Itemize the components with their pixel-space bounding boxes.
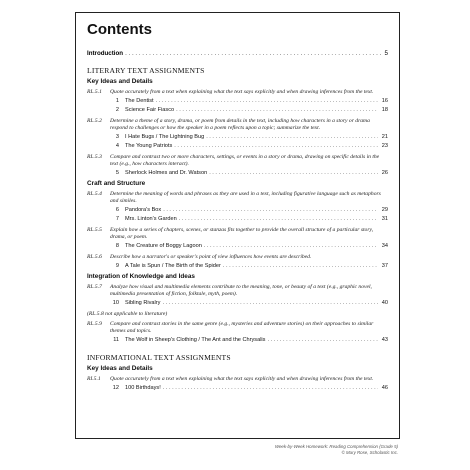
subheading-craft: Craft and Structure (87, 180, 146, 187)
standard-text: Determine a theme of a story, drama, or poem from details in the text, including how characters in a story or drama respond to challenges or how the speaker in a poem reflects upon a topic; summarize the text. (110, 118, 370, 131)
entry-page: 40 (381, 300, 388, 306)
toc-entry[interactable] (87, 169, 388, 178)
entry-title: The Creature of Boggy Lagoon (125, 243, 202, 249)
standard-code: RL.5.2 (87, 118, 102, 124)
standard-text: Compare and contrast stories in the same genre (e.g., mysteries and adventure stories) on their approaches to similar themes and topics. (110, 321, 374, 334)
entry-title: Pandora's Box (125, 207, 162, 213)
contents-page (75, 12, 400, 439)
entry-title: Science Fair Fiasco (125, 107, 175, 113)
entry-title: 100 Birthdays! (125, 385, 161, 391)
page-title: Contents (87, 21, 152, 38)
entry-title: Mrs. Linton's Garden (125, 216, 177, 222)
toc-entry[interactable] (87, 206, 388, 215)
entry-number: 9 (115, 263, 119, 269)
dot-leader (162, 299, 378, 308)
entry-title: Sibling Rivalry (125, 300, 161, 306)
entry-page: 37 (381, 263, 388, 269)
standard-text: Determine the meaning of words and phrases as they are used in a text, including figurative language such as metaphors and similes. (110, 191, 381, 204)
standard-text: Quote accurately from a text when explaining what the text says explicitly and when drawing inferences from the text. (110, 89, 374, 95)
standard-text: Describe how a narrator's or speaker's point of view influences how events are described. (110, 254, 312, 260)
entry-page: 16 (381, 98, 388, 104)
entry-title: The Young Patriots (125, 143, 173, 149)
entry-page: 18 (381, 107, 388, 113)
toc-entry[interactable] (87, 384, 388, 393)
standard-text: Explain how a series of chapters, scenes, or stanzas fits together to provide the overall structure of a particular story, drama, or poem. (110, 227, 374, 240)
dot-leader (174, 142, 378, 151)
standard-text: Compare and contrast two or more characters, settings, or events in a story or drama, drawing on specific details in the text (e.g., how characters interact). (110, 154, 380, 167)
entry-number: 10 (112, 300, 119, 306)
standard-code: RL.5.6 (87, 254, 102, 260)
entry-title: Sherlock Holmes and Dr. Watson (125, 170, 208, 176)
standard-rl54 (87, 191, 388, 205)
entry-number: 2 (115, 107, 119, 113)
entry-number: 7 (115, 216, 119, 222)
entry-number: 6 (115, 207, 119, 213)
toc-page-number: 5 (384, 50, 388, 57)
dot-leader (163, 384, 378, 393)
entry-number: 1 (115, 98, 119, 104)
entry-number: 3 (115, 134, 119, 140)
section-heading-literary: LITERARY TEXT ASSIGNMENTS (87, 66, 205, 75)
subheading-integration: Integration of Knowledge and Ideas (87, 273, 195, 280)
footer-line: Week-by-Week Homework: Reading Comprehension (Grade 5) (274, 444, 398, 449)
page-footer (275, 444, 398, 456)
standard-code: RL.5.7 (87, 284, 102, 290)
entry-page: 29 (381, 207, 388, 213)
entry-title: The Dentist (125, 98, 154, 104)
dot-leader (206, 133, 378, 142)
standard-code: RL.5.1 (87, 89, 102, 95)
toc-entry[interactable] (87, 142, 388, 151)
entry-title: A Tale is Spun / The Birth of the Spider (125, 263, 221, 269)
standard-code: RL.5.3 (87, 154, 102, 160)
toc-entry-label: Introduction (87, 50, 124, 57)
entry-number: 11 (113, 337, 119, 343)
entry-page: 31 (381, 216, 388, 222)
dot-leader (179, 215, 378, 224)
toc-entry-introduction[interactable] (87, 49, 388, 58)
toc-entry[interactable] (87, 133, 388, 142)
standard-rl57 (87, 284, 388, 298)
standard-text: Quote accurately from a text when explaining what the text says explicitly and when drawing inferences from the text. (110, 376, 374, 382)
entry-page: 26 (381, 170, 388, 176)
standard-code: RI.5.1 (87, 376, 101, 382)
section-heading-informational: INFORMATIONAL TEXT ASSIGNMENTS (87, 353, 231, 362)
standard-rl56 (87, 254, 388, 261)
toc-entry[interactable] (87, 97, 388, 106)
dot-leader (176, 106, 378, 115)
footer-line: © Mary Rose, Scholastic Inc. (341, 450, 398, 455)
subheading-key-ideas: Key Ideas and Details (87, 78, 153, 85)
toc-entry[interactable] (87, 262, 388, 271)
entry-page: 23 (381, 143, 388, 149)
dot-leader (125, 49, 382, 58)
toc-entry[interactable] (87, 299, 388, 308)
entry-number: 12 (112, 385, 119, 391)
standard-code: RL.5.4 (87, 191, 102, 197)
entry-title: The Wolf in Sheep's Clothing / The Ant and the Chrysalis (125, 337, 266, 343)
standard-ri51 (87, 376, 388, 383)
entry-number: 4 (115, 143, 119, 149)
standard-rl59 (87, 321, 388, 335)
entry-page: 46 (381, 385, 388, 391)
toc-entry[interactable] (87, 215, 388, 224)
dot-leader (223, 262, 378, 271)
dot-leader (267, 336, 378, 345)
standard-text: Analyze how visual and multimedia elements contribute to the meaning, tone, or beauty of a text (e.g., graphic novel, multimedia presentation of fiction, folktale, myth, poem). (110, 284, 372, 297)
standard-code: RL.5.9 (87, 321, 102, 327)
entry-number: 5 (115, 170, 119, 176)
dot-leader (204, 242, 378, 251)
toc-entry[interactable] (87, 336, 388, 345)
standard-rl55 (87, 227, 388, 241)
dot-leader (156, 97, 378, 106)
standard-code: RL.5.5 (87, 227, 102, 233)
dot-leader (163, 206, 378, 215)
toc-entry[interactable] (87, 242, 388, 251)
standard-rl53 (87, 154, 388, 168)
standard-rl52 (87, 118, 388, 132)
dot-leader (209, 169, 378, 178)
subheading-key-ideas-informational: Key Ideas and Details (87, 365, 153, 372)
standard-rl51 (87, 89, 388, 96)
entry-number: 8 (115, 243, 119, 249)
not-applicable-note: (RL.5.8 not applicable to literature) (87, 311, 168, 317)
toc-entry[interactable] (87, 106, 388, 115)
entry-page: 34 (381, 243, 388, 249)
entry-title: I Hate Bugs / The Lightning Bug (125, 134, 205, 140)
entry-page: 21 (381, 134, 388, 140)
entry-page: 43 (381, 337, 388, 343)
